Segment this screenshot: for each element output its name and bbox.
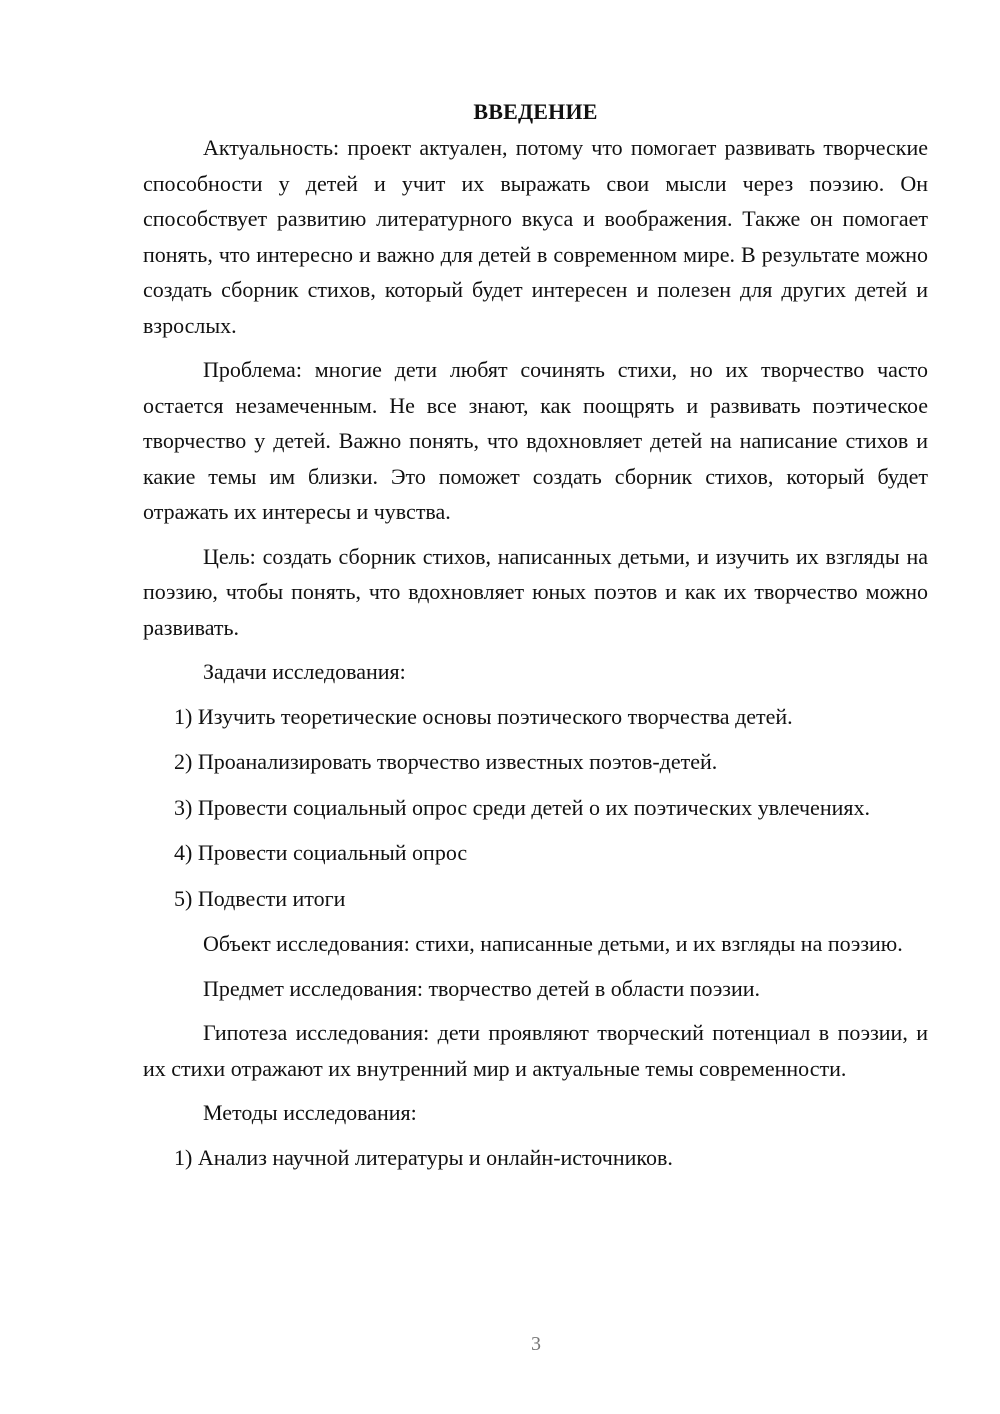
hypothesis-paragraph: Гипотеза исследования: дети проявляют творческий потенциал в поэзии, и их стихи отражают их внутренний мир и актуальные темы современности. <box>143 1020 928 1081</box>
task-item-2: 2) Проанализировать творчество известных поэтов-детей. <box>174 749 718 774</box>
task-item-5: 5) Подвести итоги <box>174 885 346 911</box>
tasks-heading: Задачи исследования: <box>203 659 406 684</box>
document-page <box>143 94 928 1185</box>
problem-paragraph: Проблема: многие дети любят сочинять стихи, но их творчество часто остается незамеченным. Не все знают, как поощрять и развивать поэтическое творчество у детей. Важно понять, что вдохновляет детей на написание стихов и какие темы им близки. Это поможет создать сборник стихов, который будет отражать их интересы и чувства. <box>143 357 928 524</box>
goal-paragraph: Цель: создать сборник стихов, написанных детьми, и изучить их взгляды на поэзию, чтобы понять, что вдохновляет юных поэтов и как их творчество можно развивать. <box>143 543 928 640</box>
task-item-1: 1) Изучить теоретические основы поэтического творчества детей. <box>174 703 793 729</box>
page-number: 3 <box>531 1333 541 1355</box>
method-item-1: 1) Анализ научной литературы и онлайн-источников. <box>174 1144 673 1170</box>
methods-heading: Методы исследования: <box>203 1100 417 1125</box>
page-title: ВВЕДЕНИЕ <box>473 99 598 124</box>
subject-paragraph: Предмет исследования: творчество детей в области поэзии. <box>203 975 761 1001</box>
task-item-4: 4) Провести социальный опрос <box>174 840 468 865</box>
relevance-paragraph: Актуальность: проект актуален, потому что помогает развивать творческие способности у детей и учит их выражать свои мысли через поэзию. Он способствует развитию литературного вкуса и воображения. Также он помогает понять, что интересно и важно для детей в современном мире. В результате можно создать сборник стихов, который будет интересен и полезен для других детей и взрослых. <box>143 135 928 338</box>
task-item-3: 3) Провести социальный опрос среди детей о их поэтических увлечениях. <box>174 794 870 820</box>
object-paragraph: Объект исследования: стихи, написанные детьми, и их взгляды на поэзию. <box>203 931 903 956</box>
